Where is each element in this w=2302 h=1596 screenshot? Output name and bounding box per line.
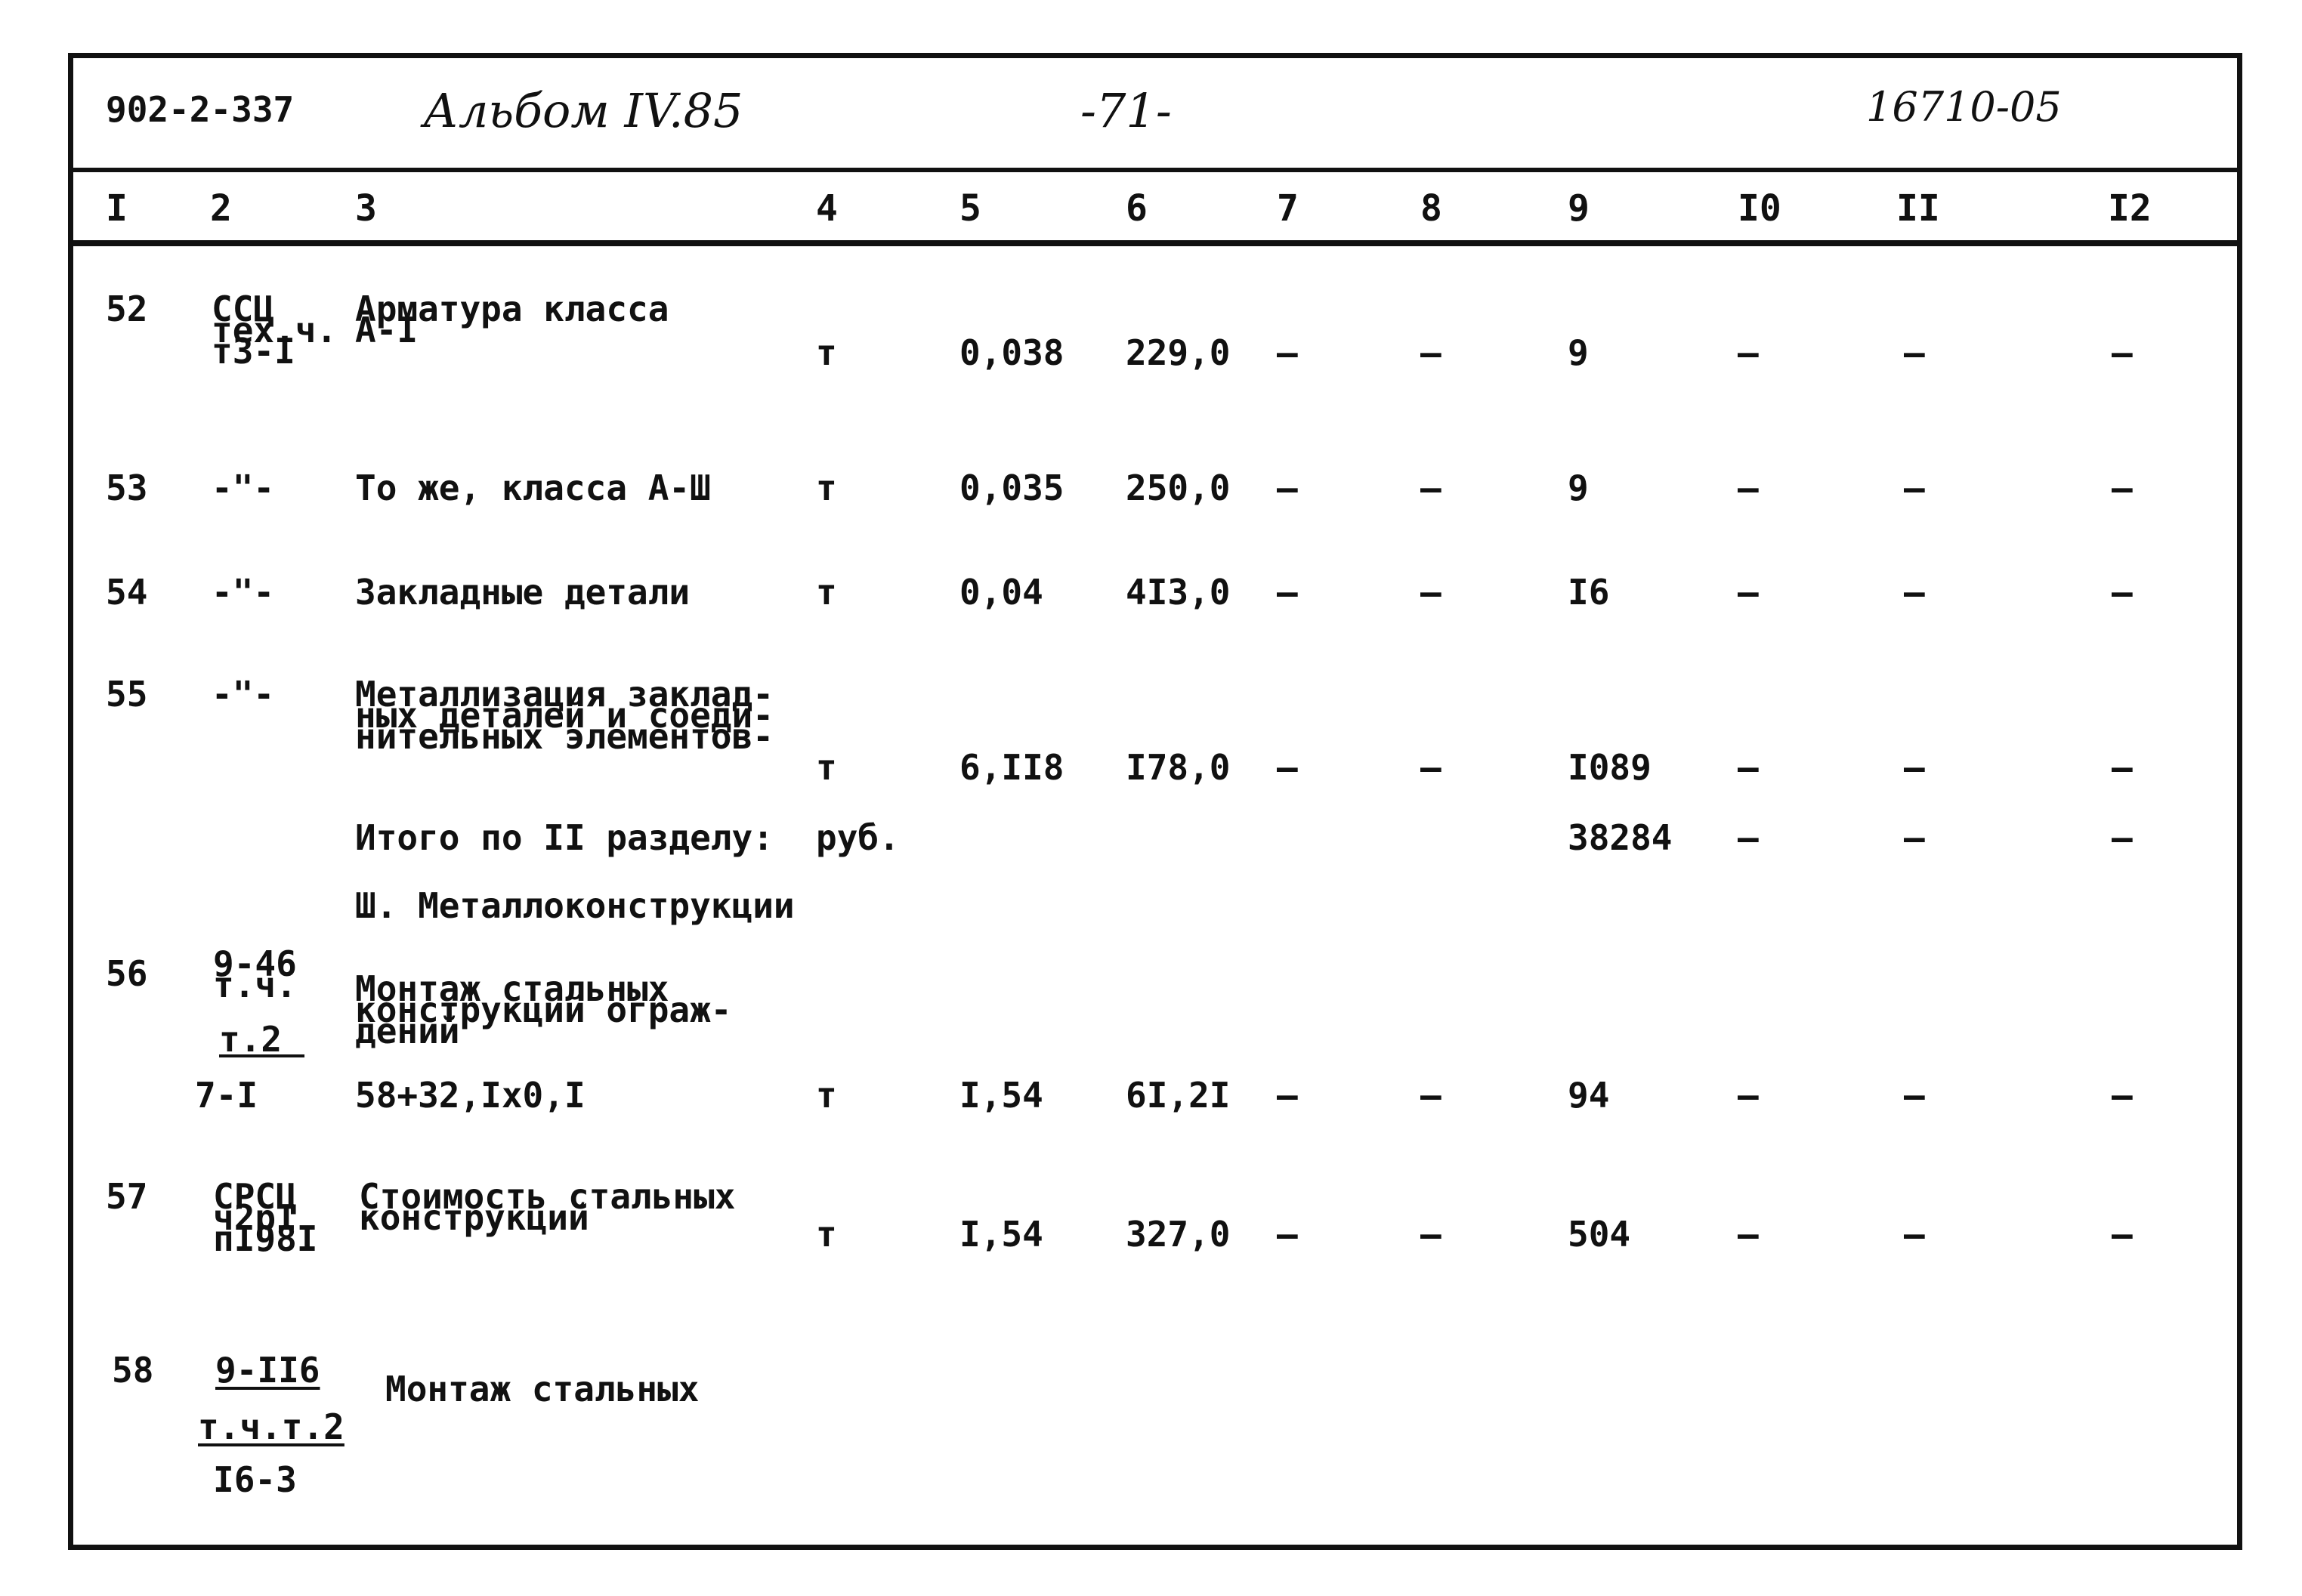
row-55-code: -"- — [212, 674, 275, 715]
row-53-col12: – — [2112, 468, 2133, 508]
row-53-number: 53 — [106, 468, 148, 508]
col-header-4: 4 — [816, 187, 838, 230]
row-57-number: 57 — [106, 1176, 148, 1217]
subtotal-col10: – — [1738, 817, 1759, 858]
col-header-7: 7 — [1277, 187, 1299, 230]
row-55-description: Металлизация заклад- ных деталей и соеди- нительных элементов- — [355, 674, 774, 757]
row-52-number: 52 — [106, 289, 148, 329]
row-56-col12: – — [2112, 1075, 2133, 1116]
row-52-col12: – — [2112, 332, 2133, 373]
col-header-9: 9 — [1568, 187, 1590, 230]
row-54-col8: – — [1420, 572, 1441, 613]
row-54-unit: т — [816, 572, 837, 613]
column-header-divider — [68, 240, 2242, 246]
row-54-code: -"- — [212, 572, 275, 613]
row-57-col11: – — [1904, 1214, 1925, 1255]
row-52-code: ССЦ тех.ч. т3-I — [212, 289, 338, 372]
row-56-col10: – — [1738, 1075, 1759, 1116]
col-header-8: 8 — [1420, 187, 1442, 230]
row-55-col8: – — [1420, 747, 1441, 788]
row-57-quantity: I,54 — [959, 1214, 1043, 1255]
row-57-code: СРСЦ ч2рI пI98I — [213, 1176, 318, 1259]
col-header-6: 6 — [1126, 187, 1148, 230]
row-55-total: I089 — [1568, 747, 1652, 788]
subtotal-unit: руб. — [816, 817, 900, 858]
row-53-col7: – — [1277, 468, 1298, 508]
row-56-col11: – — [1904, 1075, 1925, 1116]
row-53-col11: – — [1904, 468, 1925, 508]
subtotal-total: 38284 — [1568, 817, 1673, 858]
row-53-quantity: 0,035 — [959, 468, 1064, 508]
row-52-quantity: 0,038 — [959, 332, 1064, 373]
row-57-col7: – — [1277, 1214, 1298, 1255]
row-53-unit: т — [816, 468, 837, 508]
row-57-description: Стоимость стальных конструкций — [359, 1176, 736, 1238]
col-header-11: II — [1896, 187, 1940, 230]
row-55-col12: – — [2112, 747, 2133, 788]
section-heading: Ш. Металлоконструкции — [355, 885, 795, 926]
row-55-col11: – — [1904, 747, 1925, 788]
col-header-10: I0 — [1738, 187, 1781, 230]
row-57-total: 504 — [1568, 1214, 1631, 1255]
row-58-code-table: т.ч.т.2 — [198, 1406, 345, 1447]
row-56-description: Монтаж стальных конструкций ограж- дений — [355, 968, 732, 1051]
row-54-unit-price: 4I3,0 — [1126, 572, 1231, 613]
row-58-description: Монтаж стальных — [385, 1369, 700, 1409]
row-54-total: I6 — [1568, 572, 1610, 613]
row-53-total: 9 — [1568, 468, 1589, 508]
row-56-code-table: т.2 — [219, 1029, 304, 1057]
doc-code: 902-2-337 — [106, 89, 295, 130]
subtotal-col12: – — [2112, 817, 2133, 858]
row-56-col8: – — [1420, 1075, 1441, 1116]
row-54-col12: – — [2112, 572, 2133, 613]
row-56-total: 94 — [1568, 1075, 1610, 1116]
page-border — [68, 53, 2242, 1550]
row-52-col7: – — [1277, 332, 1298, 373]
row-58-code-norm: 9-II6 — [215, 1350, 320, 1391]
row-55-quantity: 6,II8 — [959, 747, 1064, 788]
row-55-col10: – — [1738, 747, 1759, 788]
col-header-5: 5 — [959, 187, 981, 230]
row-55-col7: – — [1277, 747, 1298, 788]
row-56-col7: – — [1277, 1075, 1298, 1116]
subtotal-col11: – — [1904, 817, 1925, 858]
row-52-unit: т — [816, 332, 837, 373]
row-55-unit: т — [816, 747, 837, 788]
row-57-col12: – — [2112, 1214, 2133, 1255]
row-54-description: Закладные детали — [355, 572, 691, 613]
row-56-unit: т — [816, 1075, 837, 1116]
row-53-unit-price: 250,0 — [1126, 468, 1231, 508]
row-58-number: 58 — [112, 1350, 154, 1391]
row-54-col11: – — [1904, 572, 1925, 613]
row-54-quantity: 0,04 — [959, 572, 1043, 613]
row-53-description: То же, класса А-Ш — [355, 468, 711, 508]
row-56-number: 56 — [106, 953, 148, 994]
reference-code: 16710-05 — [1866, 83, 2062, 131]
row-52-description: Арматура класса А-I — [355, 289, 669, 350]
page-number: -71- — [1080, 83, 1172, 138]
row-52-unit-price: 229,0 — [1126, 332, 1231, 373]
row-54-col7: – — [1277, 572, 1298, 613]
row-52-total: 9 — [1568, 332, 1589, 373]
col-header-2: 2 — [210, 187, 232, 230]
subtotal-label: Итого по II разделу: — [355, 817, 774, 858]
row-54-col10: – — [1738, 572, 1759, 613]
row-58-code-position: I6-3 — [213, 1459, 297, 1500]
col-header-12: I2 — [2108, 187, 2152, 230]
row-56-quantity: I,54 — [959, 1075, 1043, 1116]
row-52-col8: – — [1420, 332, 1441, 373]
row-57-unit-price: 327,0 — [1126, 1214, 1231, 1255]
row-55-unit-price: I78,0 — [1126, 747, 1231, 788]
row-56-formula: 58+32,Iх0,I — [355, 1075, 586, 1116]
col-header-1: I — [106, 187, 128, 230]
row-56-unit-price: 6I,2I — [1126, 1075, 1231, 1116]
col-header-3: 3 — [355, 187, 377, 230]
row-54-number: 54 — [106, 572, 148, 613]
row-57-unit: т — [816, 1214, 837, 1255]
row-53-code: -"- — [212, 468, 275, 508]
header-divider — [68, 168, 2242, 172]
row-56-code-norm: 9-46 т.ч. — [213, 943, 297, 1005]
album-label: Альбом IV.85 — [423, 83, 743, 138]
row-56-code-position: 7-I — [195, 1075, 258, 1116]
row-52-col10: – — [1738, 332, 1759, 373]
row-57-col10: – — [1738, 1214, 1759, 1255]
row-55-number: 55 — [106, 674, 148, 715]
row-53-col10: – — [1738, 468, 1759, 508]
row-57-col8: – — [1420, 1214, 1441, 1255]
row-52-col11: – — [1904, 332, 1925, 373]
row-53-col8: – — [1420, 468, 1441, 508]
